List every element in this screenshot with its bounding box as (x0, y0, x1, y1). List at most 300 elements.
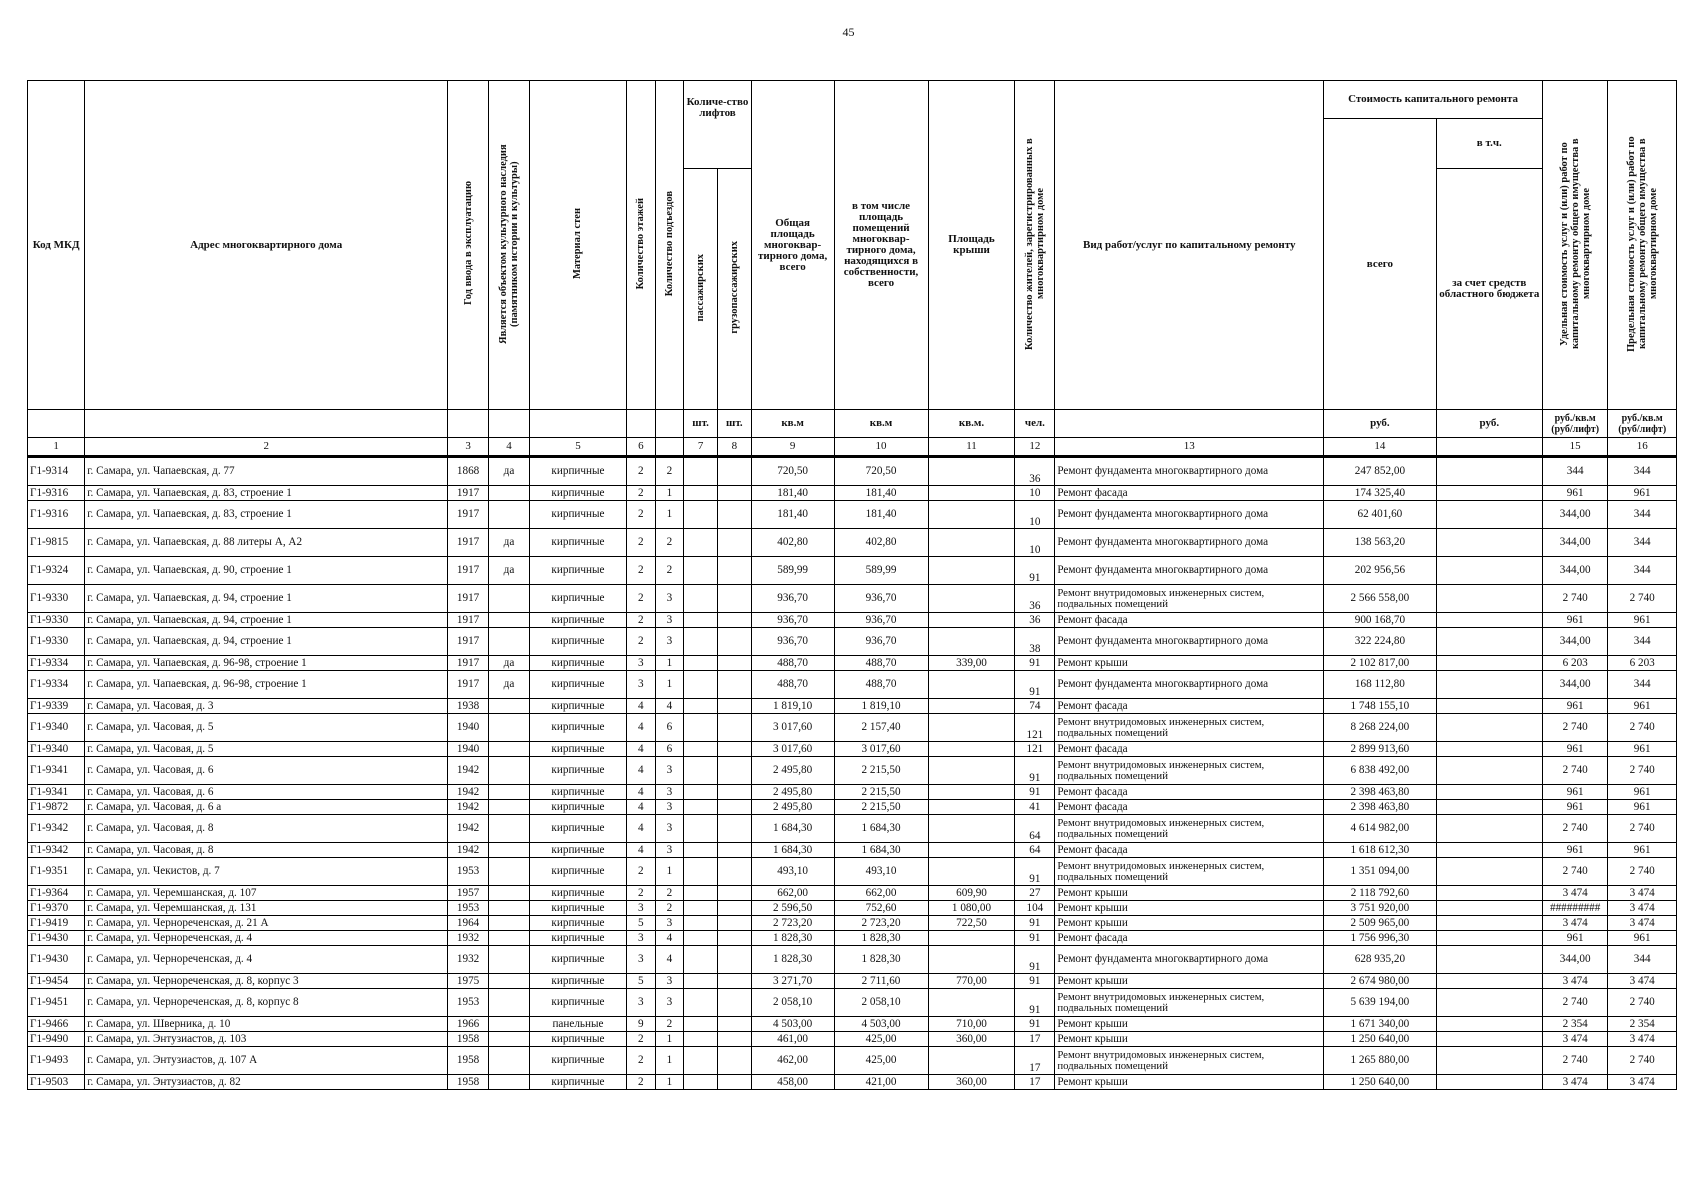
cell-code: Г1-9330 (28, 585, 85, 613)
cell-cost-budget (1436, 613, 1542, 628)
cell-cost-budget (1436, 486, 1542, 501)
cell-lifts-freight (717, 628, 751, 656)
cell-area-total: 488,70 (751, 656, 834, 671)
header-lifts-freight: грузопассажирских (717, 169, 751, 410)
cell-cost-budget (1436, 742, 1542, 757)
cell-unit-cost: ######### (1542, 901, 1607, 916)
cell-cost-budget (1436, 901, 1542, 916)
cell-cost-budget (1436, 916, 1542, 931)
cell-lifts-freight (717, 714, 751, 742)
column-number: 14 (1324, 438, 1436, 457)
cell-limit-cost: 344 (1608, 457, 1677, 486)
cell-area-total: 461,00 (751, 1032, 834, 1047)
cell-code: Г1-9419 (28, 916, 85, 931)
cell-floors: 3 (627, 989, 656, 1017)
cell-unit-cost: 961 (1542, 486, 1607, 501)
cell-entrances: 3 (655, 843, 684, 858)
cell-area-total: 4 503,00 (751, 1017, 834, 1032)
cell-work-type: Ремонт фасада (1055, 742, 1324, 757)
cell-work-type: Ремонт внутридомовых инженерных систем, подвальных помещений (1055, 585, 1324, 613)
cell-cost-budget (1436, 1075, 1542, 1090)
cell-roof-area (928, 557, 1015, 585)
cell-cost-budget (1436, 557, 1542, 585)
cell-area-owned: 1 684,30 (834, 815, 928, 843)
cell-roof-area (928, 800, 1015, 815)
table-row (28, 800, 1677, 815)
table-row (28, 931, 1677, 946)
table-row (28, 858, 1677, 886)
cell-address: г. Самара, ул. Чапаевская, д. 77 (85, 457, 448, 486)
cell-area-total: 1 819,10 (751, 699, 834, 714)
table-row (28, 886, 1677, 901)
cell-address: г. Самара, ул. Чапаевская, д. 83, строение 1 (85, 501, 448, 529)
cell-heritage (489, 1047, 530, 1075)
cell-floors: 9 (627, 1017, 656, 1032)
cell-unit-cost: 3 474 (1542, 1075, 1607, 1090)
cell-work-type: Ремонт фасада (1055, 843, 1324, 858)
cell-entrances: 3 (655, 815, 684, 843)
cell-area-owned: 1 819,10 (834, 699, 928, 714)
cell-area-owned: 488,70 (834, 671, 928, 699)
unit-lifts-pass: шт. (684, 410, 718, 438)
header-area-owned: в том числе площадь помещений многоквар-тирного дома, находящихся в собственности, всего (834, 81, 928, 410)
cell-lifts-pass (684, 757, 718, 785)
cell-entrances: 4 (655, 699, 684, 714)
cell-area-owned: 425,00 (834, 1032, 928, 1047)
cell-area-owned: 936,70 (834, 628, 928, 656)
cell-area-owned: 1 828,30 (834, 931, 928, 946)
cell-heritage (489, 800, 530, 815)
table-row (28, 785, 1677, 800)
cell-unit-cost: 344,00 (1542, 557, 1607, 585)
cell-residents: 74 (1015, 699, 1055, 714)
cell-address: г. Самара, ул. Чернореченская, д. 4 (85, 931, 448, 946)
cell-area-total: 2 596,50 (751, 901, 834, 916)
header-cost-total: всего (1324, 119, 1436, 410)
cell-lifts-freight (717, 974, 751, 989)
cell-floors: 2 (627, 486, 656, 501)
cell-material: кирпичные (529, 585, 626, 613)
cell-cost-budget (1436, 800, 1542, 815)
cell-entrances: 3 (655, 785, 684, 800)
cell-area-total: 2 723,20 (751, 916, 834, 931)
cell-area-total: 1 684,30 (751, 815, 834, 843)
cell-entrances: 2 (655, 886, 684, 901)
cell-floors: 4 (627, 785, 656, 800)
cell-entrances: 2 (655, 1017, 684, 1032)
cell-floors: 2 (627, 457, 656, 486)
cell-roof-area (928, 457, 1015, 486)
cell-address: г. Самара, ул. Часовая, д. 5 (85, 714, 448, 742)
cell-lifts-freight (717, 1075, 751, 1090)
cell-limit-cost: 961 (1608, 800, 1677, 815)
cell-residents: 10 (1015, 501, 1055, 529)
cell-code: Г1-9364 (28, 886, 85, 901)
cell-area-owned: 421,00 (834, 1075, 928, 1090)
cell-lifts-freight (717, 886, 751, 901)
cell-address: г. Самара, ул. Черемшанская, д. 107 (85, 886, 448, 901)
table-row (28, 916, 1677, 931)
cell-floors: 2 (627, 613, 656, 628)
header-limit-cost: Предельная стоимость услуг и (или) работ по капитальному ремонту общего имущества в многоквартирном доме (1608, 81, 1677, 410)
cell-work-type: Ремонт внутридомовых инженерных систем, подвальных помещений (1055, 989, 1324, 1017)
cell-cost-total: 1 250 640,00 (1324, 1032, 1436, 1047)
cell-area-total: 402,80 (751, 529, 834, 557)
cell-entrances: 2 (655, 557, 684, 585)
cell-code: Г1-9342 (28, 815, 85, 843)
cell-code: Г1-9430 (28, 946, 85, 974)
cell-lifts-freight (717, 585, 751, 613)
cell-cost-budget (1436, 699, 1542, 714)
column-number: 3 (448, 438, 489, 457)
cell-cost-total: 4 614 982,00 (1324, 815, 1436, 843)
cell-floors: 2 (627, 1075, 656, 1090)
cell-heritage (489, 901, 530, 916)
cell-material: кирпичные (529, 931, 626, 946)
cell-heritage: да (489, 656, 530, 671)
cell-material: кирпичные (529, 843, 626, 858)
table-row (28, 1032, 1677, 1047)
cell-lifts-pass (684, 529, 718, 557)
cell-cost-total: 247 852,00 (1324, 457, 1436, 486)
cell-material: кирпичные (529, 457, 626, 486)
cell-work-type: Ремонт внутридомовых инженерных систем, подвальных помещений (1055, 1047, 1324, 1075)
cell-year: 1958 (448, 1075, 489, 1090)
cell-entrances: 1 (655, 1075, 684, 1090)
cell-year: 1917 (448, 529, 489, 557)
cell-heritage (489, 699, 530, 714)
cell-material: кирпичные (529, 628, 626, 656)
cell-heritage (489, 815, 530, 843)
cell-material: кирпичные (529, 916, 626, 931)
cell-heritage (489, 785, 530, 800)
cell-cost-budget (1436, 858, 1542, 886)
cell-floors: 2 (627, 1047, 656, 1075)
cell-residents: 91 (1015, 557, 1055, 585)
cell-unit-cost: 3 474 (1542, 916, 1607, 931)
cell-lifts-freight (717, 931, 751, 946)
cell-year: 1938 (448, 699, 489, 714)
cell-entrances: 3 (655, 757, 684, 785)
cell-cost-total: 1 756 996,30 (1324, 931, 1436, 946)
cell-cost-total: 1 618 612,30 (1324, 843, 1436, 858)
cell-entrances: 1 (655, 858, 684, 886)
cell-address: г. Самара, ул. Энтузиастов, д. 103 (85, 1032, 448, 1047)
column-number: 6 (627, 438, 656, 457)
unit-residents: чел. (1015, 410, 1055, 438)
cell-work-type: Ремонт фасада (1055, 613, 1324, 628)
cell-heritage: да (489, 529, 530, 557)
cell-address: г. Самара, ул. Часовая, д. 3 (85, 699, 448, 714)
table-row (28, 946, 1677, 974)
cell-roof-area (928, 815, 1015, 843)
cell-unit-cost: 344,00 (1542, 946, 1607, 974)
cell-address: г. Самара, ул. Часовая, д. 6 а (85, 800, 448, 815)
cell-lifts-pass (684, 989, 718, 1017)
cell-heritage (489, 1032, 530, 1047)
cell-year: 1942 (448, 815, 489, 843)
table-row (28, 557, 1677, 585)
table-row (28, 628, 1677, 656)
cell-heritage (489, 886, 530, 901)
cell-code: Г1-9316 (28, 486, 85, 501)
cell-residents: 91 (1015, 671, 1055, 699)
header-code: Код МКД (28, 81, 85, 410)
cell-year: 1917 (448, 557, 489, 585)
cell-residents: 17 (1015, 1032, 1055, 1047)
cell-residents: 27 (1015, 886, 1055, 901)
cell-work-type: Ремонт фундамента многоквартирного дома (1055, 946, 1324, 974)
header-lifts-pass: пассажирских (684, 169, 718, 410)
cell-area-owned: 2 215,50 (834, 785, 928, 800)
cell-code: Г1-9351 (28, 858, 85, 886)
cell-lifts-pass (684, 1017, 718, 1032)
cell-lifts-pass (684, 1047, 718, 1075)
cell-lifts-pass (684, 557, 718, 585)
cell-lifts-pass (684, 742, 718, 757)
cell-material: кирпичные (529, 714, 626, 742)
cell-cost-total: 8 268 224,00 (1324, 714, 1436, 742)
cell-floors: 2 (627, 585, 656, 613)
cell-address: г. Самара, ул. Черемшанская, д. 131 (85, 901, 448, 916)
cell-lifts-freight (717, 1017, 751, 1032)
cell-heritage (489, 628, 530, 656)
cell-cost-budget (1436, 671, 1542, 699)
cell-limit-cost: 961 (1608, 699, 1677, 714)
column-number: 5 (529, 438, 626, 457)
cell-lifts-pass (684, 1075, 718, 1090)
cell-year: 1940 (448, 714, 489, 742)
cell-heritage (489, 858, 530, 886)
cell-cost-total: 628 935,20 (1324, 946, 1436, 974)
cell-lifts-freight (717, 946, 751, 974)
cell-entrances: 1 (655, 656, 684, 671)
cell-address: г. Самара, ул. Чапаевская, д. 96-98, строение 1 (85, 671, 448, 699)
cell-cost-total: 1 351 094,00 (1324, 858, 1436, 886)
cell-address: г. Самара, ул. Чапаевская, д. 90, строение 1 (85, 557, 448, 585)
cell-cost-budget (1436, 815, 1542, 843)
unit-unit-cost: руб./кв.м (руб/лифт) (1542, 410, 1607, 438)
cell-area-total: 493,10 (751, 858, 834, 886)
cell-area-total: 462,00 (751, 1047, 834, 1075)
cell-limit-cost: 6 203 (1608, 656, 1677, 671)
cell-unit-cost: 961 (1542, 931, 1607, 946)
cell-unit-cost: 961 (1542, 699, 1607, 714)
cell-material: кирпичные (529, 1032, 626, 1047)
cell-code: Г1-9815 (28, 529, 85, 557)
cell-residents: 121 (1015, 714, 1055, 742)
cell-lifts-pass (684, 800, 718, 815)
cell-material: кирпичные (529, 800, 626, 815)
cell-roof-area (928, 585, 1015, 613)
cell-limit-cost: 344 (1608, 946, 1677, 974)
cell-code: Г1-9503 (28, 1075, 85, 1090)
cell-work-type: Ремонт фасада (1055, 486, 1324, 501)
cell-material: кирпичные (529, 486, 626, 501)
cell-area-owned: 2 215,50 (834, 800, 928, 815)
cell-lifts-freight (717, 1047, 751, 1075)
cell-year: 1917 (448, 486, 489, 501)
header-floors: Количество этажей (627, 81, 656, 410)
cell-material: кирпичные (529, 785, 626, 800)
cell-year: 1868 (448, 457, 489, 486)
cell-year: 1932 (448, 946, 489, 974)
table-row (28, 901, 1677, 916)
cell-floors: 2 (627, 628, 656, 656)
cell-work-type: Ремонт фасада (1055, 699, 1324, 714)
cell-limit-cost: 344 (1608, 501, 1677, 529)
cell-limit-cost: 2 740 (1608, 757, 1677, 785)
cell-limit-cost: 344 (1608, 529, 1677, 557)
cell-limit-cost: 2 354 (1608, 1017, 1677, 1032)
cell-code: Г1-9330 (28, 628, 85, 656)
cell-residents: 10 (1015, 486, 1055, 501)
cell-floors: 2 (627, 1032, 656, 1047)
cell-roof-area (928, 757, 1015, 785)
cell-residents: 17 (1015, 1047, 1055, 1075)
cell-code: Г1-9324 (28, 557, 85, 585)
cell-work-type: Ремонт крыши (1055, 1032, 1324, 1047)
cell-cost-budget (1436, 989, 1542, 1017)
cell-residents: 36 (1015, 457, 1055, 486)
cell-heritage (489, 989, 530, 1017)
cell-lifts-pass (684, 815, 718, 843)
cell-area-owned: 3 017,60 (834, 742, 928, 757)
table-row (28, 1017, 1677, 1032)
cell-lifts-pass (684, 916, 718, 931)
cell-work-type: Ремонт крыши (1055, 974, 1324, 989)
cell-floors: 4 (627, 815, 656, 843)
cell-code: Г1-9872 (28, 800, 85, 815)
cell-lifts-pass (684, 486, 718, 501)
cell-lifts-pass (684, 858, 718, 886)
cell-cost-total: 2 102 817,00 (1324, 656, 1436, 671)
cell-lifts-pass (684, 974, 718, 989)
cell-material: кирпичные (529, 557, 626, 585)
cell-work-type: Ремонт внутридомовых инженерных систем, подвальных помещений (1055, 858, 1324, 886)
table-row (28, 714, 1677, 742)
cell-area-total: 589,99 (751, 557, 834, 585)
cell-cost-total: 1 265 880,00 (1324, 1047, 1436, 1075)
cell-area-total: 936,70 (751, 613, 834, 628)
cell-lifts-pass (684, 931, 718, 946)
cell-unit-cost: 2 740 (1542, 585, 1607, 613)
cell-limit-cost: 961 (1608, 931, 1677, 946)
cell-limit-cost: 961 (1608, 785, 1677, 800)
cell-year: 1953 (448, 901, 489, 916)
cell-area-total: 1 684,30 (751, 843, 834, 858)
unit-cost-budget: руб. (1436, 410, 1542, 438)
cell-material: кирпичные (529, 671, 626, 699)
column-number: 16 (1608, 438, 1677, 457)
cell-code: Г1-9330 (28, 613, 85, 628)
cell-cost-total: 2 509 965,00 (1324, 916, 1436, 931)
unit-area-owned: кв.м (834, 410, 928, 438)
cell-cost-total: 322 224,80 (1324, 628, 1436, 656)
cell-heritage (489, 946, 530, 974)
unit-limit-cost: руб./кв.м (руб/лифт) (1608, 410, 1677, 438)
column-numbers-row (28, 438, 1677, 457)
cell-unit-cost: 2 740 (1542, 714, 1607, 742)
cell-cost-budget (1436, 886, 1542, 901)
cell-limit-cost: 3 474 (1608, 974, 1677, 989)
cell-residents: 91 (1015, 989, 1055, 1017)
cell-cost-total: 62 401,60 (1324, 501, 1436, 529)
cell-limit-cost: 961 (1608, 742, 1677, 757)
cell-year: 1917 (448, 671, 489, 699)
cell-limit-cost: 344 (1608, 628, 1677, 656)
cell-lifts-freight (717, 916, 751, 931)
cell-cost-total: 6 838 492,00 (1324, 757, 1436, 785)
cell-work-type: Ремонт внутридомовых инженерных систем, подвальных помещений (1055, 714, 1324, 742)
cell-area-owned: 402,80 (834, 529, 928, 557)
cell-lifts-freight (717, 989, 751, 1017)
cell-lifts-freight (717, 901, 751, 916)
cell-roof-area: 770,00 (928, 974, 1015, 989)
cell-lifts-freight (717, 858, 751, 886)
cell-floors: 4 (627, 742, 656, 757)
cell-area-owned: 488,70 (834, 656, 928, 671)
column-number: 12 (1015, 438, 1055, 457)
cell-lifts-pass (684, 699, 718, 714)
cell-lifts-pass (684, 946, 718, 974)
cell-roof-area (928, 714, 1015, 742)
cell-year: 1964 (448, 916, 489, 931)
column-number: 15 (1542, 438, 1607, 457)
cell-work-type: Ремонт крыши (1055, 1017, 1324, 1032)
cell-unit-cost: 344,00 (1542, 671, 1607, 699)
cell-cost-budget (1436, 1047, 1542, 1075)
cell-entrances: 2 (655, 901, 684, 916)
cell-lifts-freight (717, 656, 751, 671)
cell-unit-cost: 2 740 (1542, 815, 1607, 843)
cell-roof-area: 339,00 (928, 656, 1015, 671)
cell-material: кирпичные (529, 699, 626, 714)
cell-address: г. Самара, ул. Чапаевская, д. 83, строение 1 (85, 486, 448, 501)
cell-code: Г1-9430 (28, 931, 85, 946)
cell-cost-budget (1436, 974, 1542, 989)
cell-unit-cost: 2 354 (1542, 1017, 1607, 1032)
cell-entrances: 3 (655, 628, 684, 656)
cell-material: кирпичные (529, 946, 626, 974)
cell-unit-cost: 961 (1542, 613, 1607, 628)
cell-entrances: 3 (655, 974, 684, 989)
cell-roof-area (928, 501, 1015, 529)
cell-lifts-pass (684, 886, 718, 901)
cell-limit-cost: 2 740 (1608, 714, 1677, 742)
cell-cost-total: 3 751 920,00 (1324, 901, 1436, 916)
cell-address: г. Самара, ул. Чернореченская, д. 8, корпус 3 (85, 974, 448, 989)
cell-residents: 38 (1015, 628, 1055, 656)
cell-roof-area (928, 946, 1015, 974)
cell-area-owned: 2 723,20 (834, 916, 928, 931)
cell-unit-cost: 2 740 (1542, 858, 1607, 886)
cell-cost-total: 1 748 155,10 (1324, 699, 1436, 714)
cell-work-type: Ремонт крыши (1055, 656, 1324, 671)
header-residents: Количество жителей, зарегистрированных в многоквартирном доме (1015, 81, 1055, 410)
cell-work-type: Ремонт фундамента многоквартирного дома (1055, 457, 1324, 486)
cell-lifts-freight (717, 1032, 751, 1047)
table-row (28, 699, 1677, 714)
column-number: 11 (928, 438, 1015, 457)
header-unit-cost: Удельная стоимость услуг и (или) работ по капитальному ремонту общего имущества в многоквартирном доме (1542, 81, 1607, 410)
column-number: 10 (834, 438, 928, 457)
cell-material: кирпичные (529, 858, 626, 886)
cell-heritage (489, 974, 530, 989)
cell-lifts-pass (684, 785, 718, 800)
cell-lifts-pass (684, 714, 718, 742)
cell-heritage (489, 1075, 530, 1090)
